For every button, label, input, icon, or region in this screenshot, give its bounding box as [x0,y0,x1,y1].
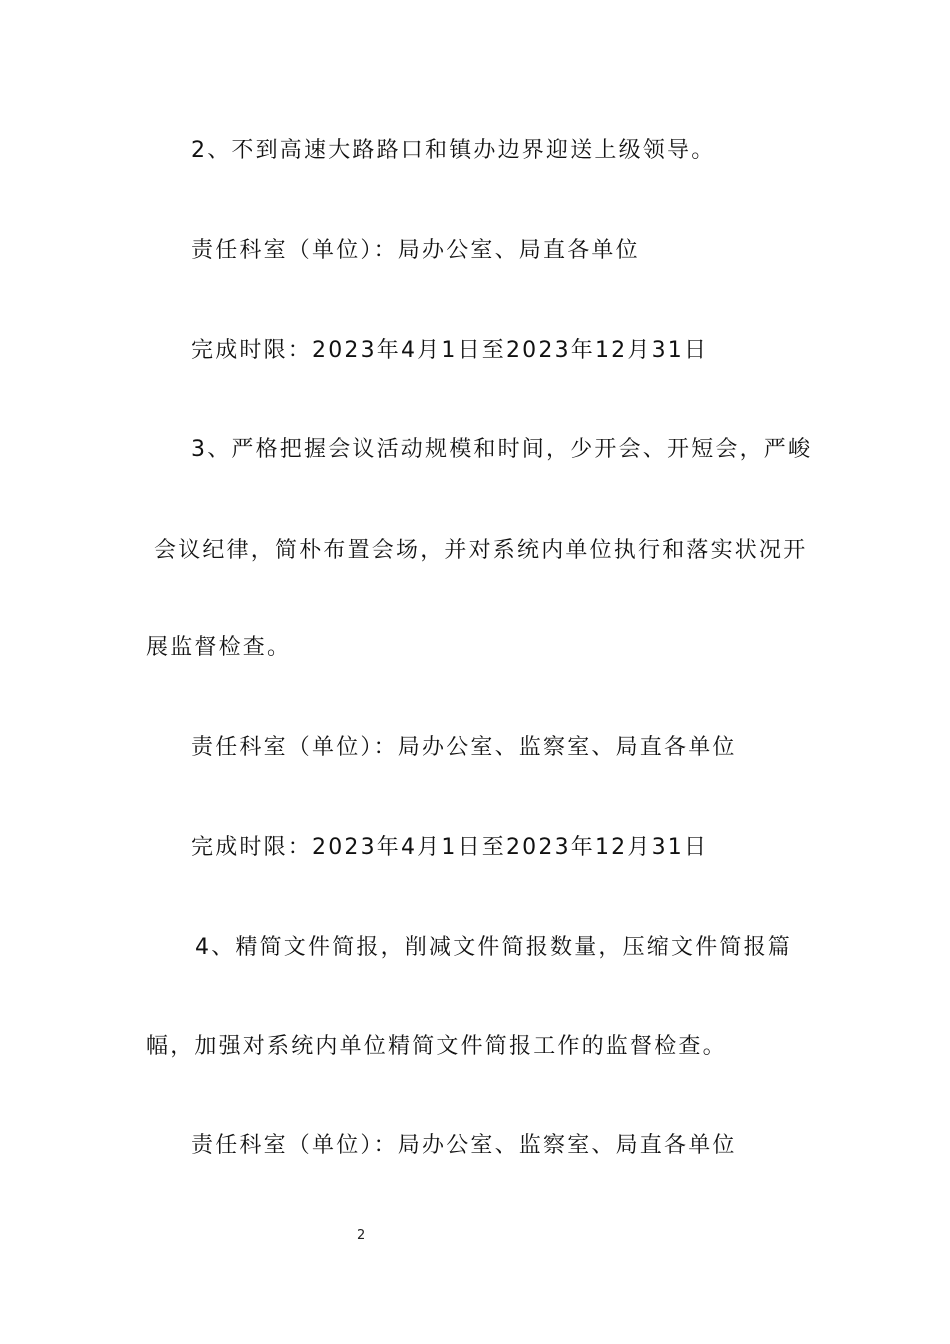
item-3-text-line-3: 展监督检查。 [146,635,292,660]
page-number: 2 [357,1228,366,1243]
item-2-deadline: 完成时限：2023年4月1日至2023年12月31日 [191,338,709,363]
item-2-text: 2、不到高速大路路口和镇办边界迎送上级领导。 [191,138,716,163]
item-4-responsible-unit: 责任科室（单位）：局办公室、监察室、局直各单位 [191,1133,737,1158]
item-3-responsible-unit: 责任科室（单位）：局办公室、监察室、局直各单位 [191,735,737,760]
item-3-text-line-2: 会议纪律，简朴布置会场，并对系统内单位执行和落实状况开 [154,538,808,563]
item-4-text-line-1: 4、精简文件简报，削减文件简报数量，压缩文件简报篇 [195,935,792,960]
item-2-responsible-unit: 责任科室（单位）：局办公室、局直各单位 [191,238,640,263]
item-3-deadline: 完成时限：2023年4月1日至2023年12月31日 [191,835,709,860]
item-4-text-line-2: 幅，加强对系统内单位精简文件简报工作的监督检查。 [146,1034,727,1059]
item-3-text-line-1: 3、严格把握会议活动规模和时间，少开会、开短会，严峻 [191,437,813,462]
